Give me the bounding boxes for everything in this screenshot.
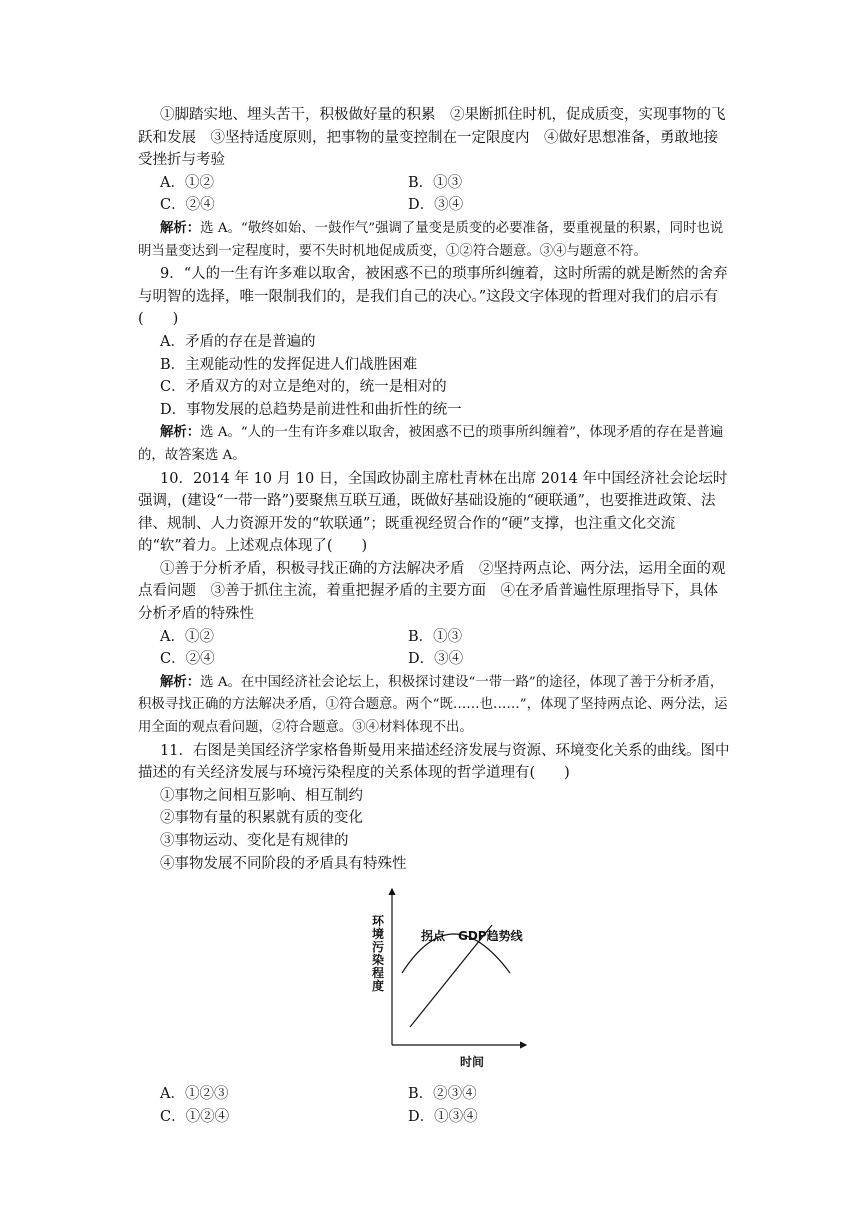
q11-stem: 11．右图是美国经济学家格鲁斯曼用来描述经济发展与资源、环境变化关系的曲线。图中描述的有关经济发展与环境污染程度的关系体现的哲学道理有( ) — [138, 742, 730, 782]
q9-option-c: C．矛盾双方的对立是绝对的，统一是相对的 — [160, 379, 447, 396]
q10-option-b: B．①③ — [408, 628, 463, 645]
q9-option-d: D．事物发展的总趋势是前进性和曲折性的统一 — [160, 401, 462, 418]
q10-analysis-text: 选 A。在中国经济社会论坛上，积极探讨建设“一带一路”的途径，体现了善于分析矛盾，积极寻找正确的方法解决矛盾，①符合题意。两个“既……也……”，体现了坚持两点论、两分法，运用全面的观点看问题，②符合题意。③④材料体现不出。 — [138, 674, 728, 736]
q11-option-b: B．②③④ — [408, 1086, 477, 1103]
q8-option-c: C．②④ — [160, 197, 215, 214]
q8-analysis-label: 解析： — [160, 219, 201, 236]
q8-analysis-text: 选 A。“敬终如始、一鼓作气”强调了量变是质变的必要准备，要重视量的积累，同时也说明当量变达到一定程度时，要不失时机地促成质变，①②符合题意。③④与题意不符。 — [138, 220, 724, 259]
gdp-trend-label: GDP趋势线 — [458, 929, 523, 944]
q11-option-d: D．①③④ — [408, 1108, 478, 1125]
q11-statement-3: ③事物运动、变化是有规律的 — [160, 833, 349, 849]
q8-statements: ①脚踏实地、埋头苦干，积极做好量的积累 ②果断抓住时机，促成质变，实现事物的飞跃和发展 ③坚持适度原则，把事物的量变控制在一定限度内 ④做好思想准备，勇敢地接受挫折与考验 — [138, 107, 726, 169]
q11-option-c: C．①②④ — [160, 1108, 230, 1125]
q8-option-d: D．③④ — [408, 197, 464, 214]
x-axis-label: 时间 — [460, 1055, 485, 1070]
q9-analysis-text: 选 A。“人的一生有许多难以取舍，被困惑不已的琐事所纠缠着”，体现矛盾的存在是普遍的，故答案选 A。 — [138, 425, 724, 463]
q8-option-a: A．①② — [160, 174, 214, 191]
q9-stem: 9．“人的一生有许多难以取舍，被困惑不已的琐事所纠缠着，这时所需的就是断然的舍弃与明智的选择，唯一限制我们的，是我们自己的决心。”这段文字体现的哲理对我们的启示有( ) — [138, 266, 728, 328]
q11-options-row-1 — [138, 1083, 732, 1106]
content — [138, 104, 732, 1128]
q8-analysis — [138, 217, 732, 263]
q10-option-d: D．③④ — [408, 651, 464, 668]
q10-statements: ①善于分析矛盾，积极寻找正确的方法解决矛盾 ②坚持两点论、两分法，运用全面的观点看问题 ③善于抓住主流，着重把握矛盾的主要方面 ④在矛盾普遍性原理指导下，具体分析矛盾的特殊性 — [138, 560, 726, 623]
kuznets-curve-figure — [138, 885, 732, 1081]
q10-options-row-2 — [138, 648, 732, 671]
q8-option-b: B．①③ — [408, 174, 463, 191]
q10-options-row-1 — [138, 626, 732, 649]
q11-statement-1: ①事物之间相互影响、相互制约 — [160, 787, 363, 804]
q9-option-b: B．主观能动性的发挥促进人们战胜困难 — [160, 356, 418, 373]
q9-option-a: A．矛盾的存在是普遍的 — [160, 333, 316, 350]
q11-statement-4: ④事物发展不同阶段的矛盾具有特殊性 — [160, 855, 407, 872]
inflection-point-label: 拐点 — [421, 929, 446, 944]
q9-analysis — [138, 421, 732, 467]
q10-option-a: A．①② — [160, 628, 214, 645]
q10-stem: 10．2014 年 10 月 10 日，全国政协副主席杜青林在出席 2014 年中国经济社会论坛时强调，(建设“一带一路”)要聚焦互联互通，既做好基础设施的“硬联通”，也要推进政策、法律、规制、人力资源开发的“软联通”；既重视经贸合作的“硬”支撑，也注重文化交流的“软”着力。上述观点体现了( ) — [138, 470, 728, 555]
y-axis-label: 环境污染程度 — [372, 914, 385, 994]
q8-options-row-1 — [138, 172, 732, 195]
curve-diagram — [370, 885, 530, 1075]
q11-option-a: A．①②③ — [160, 1086, 229, 1103]
q11-statement-2: ②事物有量的积累就有质的变化 — [160, 810, 363, 827]
q8-options-row-2 — [138, 194, 732, 217]
q10-option-c: C．②④ — [160, 651, 215, 668]
q10-analysis-label: 解析： — [160, 673, 201, 690]
q11-options-row-2 — [138, 1106, 732, 1129]
q10-analysis — [138, 671, 732, 740]
q9-analysis-label: 解析： — [160, 424, 201, 441]
